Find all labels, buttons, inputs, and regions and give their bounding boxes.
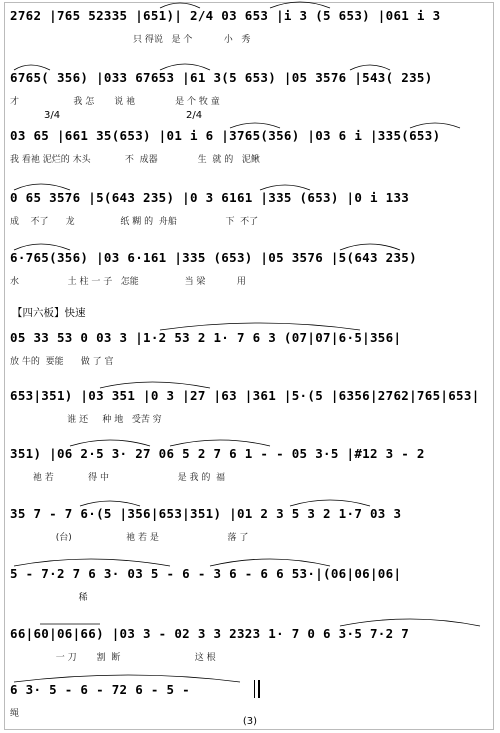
lyrics-line: 成 不了 龙 纸 糊 的 舟船 下 不了 (10, 217, 259, 227)
lyrics-line: 祂 若 得 中 是 我 的 福 (10, 473, 226, 483)
notation-line: 0 65 3576 |5(643 235) |0 3 6161 |335 (653) |0 i 133 (10, 190, 410, 205)
notation-line: 35 7 - 7 6·(5 |356|653|351) |01 2 3 5 3 2 1·7 03 3 (10, 506, 402, 521)
notation-line: 6·765(356) |03 6·161 |335 (653) |05 3576 |5(643 235) (10, 250, 417, 265)
lyrics-line: 水 土 柱 一 子 怎能 当 梁 用 (10, 277, 246, 287)
lyrics-line: 放 牛的 要能 做 了 官 (10, 357, 114, 367)
lyrics-line: (台) 祂 若 是 落 了 (10, 533, 249, 543)
time-signature-3-4: 3/4 (44, 110, 61, 121)
final-barline-thin (254, 680, 255, 698)
lyrics-line: 我 看祂 泥烂的 木头 不 成器 生 就 的 泥鳅 (10, 155, 260, 165)
lyrics-line: 才 我 怎 说 祂 是 个 牧 童 (10, 97, 220, 107)
notation-line: 6765( 356) |033 67653 |61 3(5 653) |05 3576 |543( 235) (10, 70, 433, 85)
lyrics-line: 一 刀 割 断 这 根 (10, 653, 216, 663)
lyrics-line: 只 得说 是 个 小 秀 (10, 35, 251, 45)
notation-line: 653|351) |03 351 |0 3 |27 |63 |361 |5·(5 |6356|2762|765|653| (10, 388, 480, 403)
notation-line: 03 65 |661 35(653) |01 i 6 |3765(356) |03 6 i |335(653) (10, 128, 441, 143)
lyrics-line: 谁 还 种 地 受苦 穷 (10, 415, 162, 425)
notation-line: 05 33 53 0 03 3 |1·2 53 2 1· 7 6 3 (07|07|6·5|356| (10, 330, 402, 345)
lyrics-line: 绳 (10, 709, 20, 719)
notation-line: 351) |06 2·5 3· 27 06 5 2 7 6 1 - - 05 3·5 |#12 3 - 2 (10, 446, 425, 461)
notation-line: 66|60|06|66) |03 3 - 02 3 3 2323 1· 7 0 6 3·5 7·2 7 (10, 626, 410, 641)
time-signature-2-4: 2/4 (186, 110, 203, 121)
notation-line: 6 3· 5 - 6 - 72 6 - 5 - (10, 682, 190, 697)
lyrics-line: 稀 (10, 593, 88, 603)
notation-line: 2762 |765 52335 |651)| 2/4 03 653 |i 3 (5 653) |061 i 3 (10, 8, 441, 23)
page-number: (3) (242, 716, 258, 727)
section-marker: 【四六板】快速 (12, 307, 86, 319)
final-barline (258, 680, 260, 698)
notation-line: 5 - 7·2 7 6 3· 03 5 - 6 - 3 6 - 6 6 53·|(06|06|06| (10, 566, 402, 581)
